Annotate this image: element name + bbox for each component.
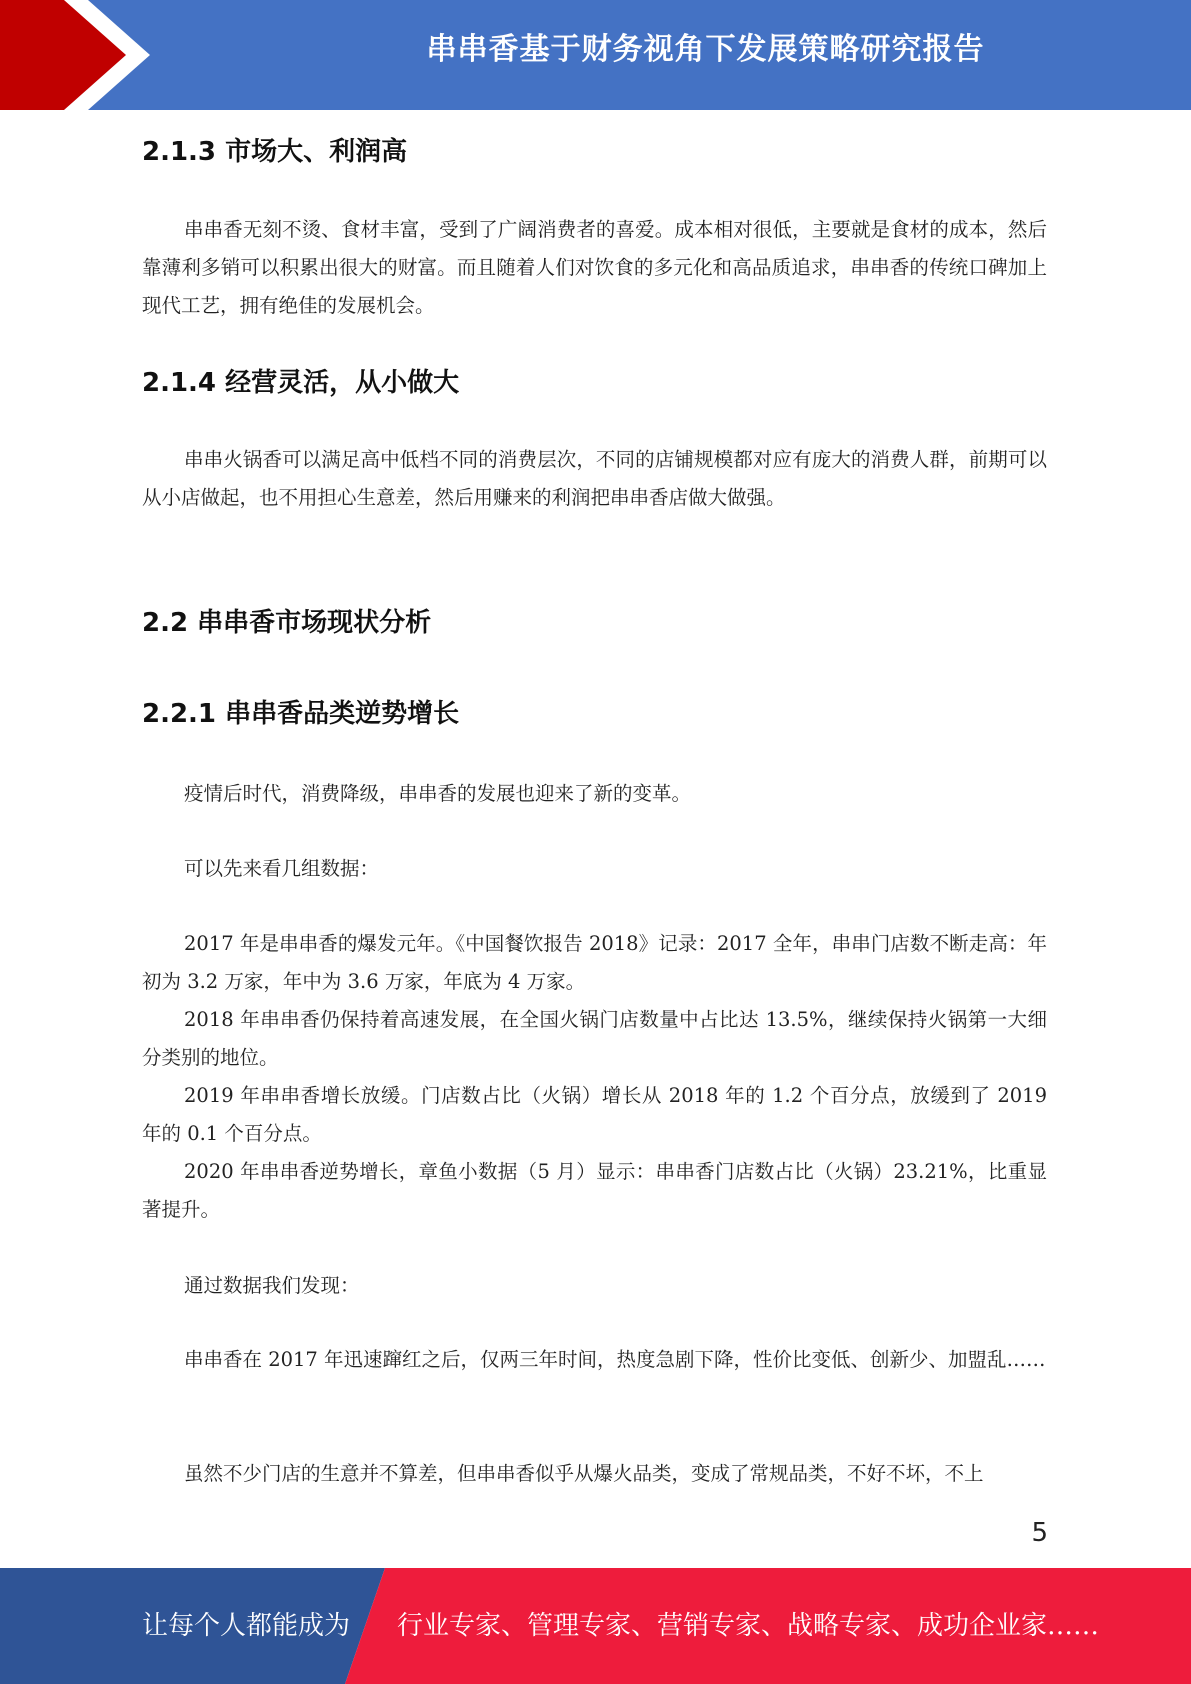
paragraph: 串串香无刻不烫、食材丰富，受到了广阔消费者的喜爱。成本相对很低，主要就是食材的成本，然后靠薄利多销可以积累出很大的财富。而且随着人们对饮食的多元化和高品质追求，串串香的传统口碑加上现代工艺，拥有绝佳的发展机会。 bbox=[142, 218, 1047, 317]
heading-2-1-3: 2.1.3 市场大、利润高 bbox=[142, 137, 408, 167]
heading-2-1-4: 2.1.4 经营灵活，从小做大 bbox=[142, 368, 460, 398]
paragraph: 2020 年串串香逆势增长，章鱼小数据（5 月）显示：串串香门店数占比（火锅）23.21%，比重显著提升。 bbox=[142, 1160, 1047, 1221]
page-number: 5 bbox=[1031, 1518, 1048, 1548]
paragraph: 可以先来看几组数据： bbox=[184, 857, 380, 880]
paragraph: 串串火锅香可以满足高中低档不同的消费层次，不同的店铺规模都对应有庞大的消费人群，前期可以从小店做起，也不用担心生意差，然后用赚来的利润把串串香店做大做强。 bbox=[142, 448, 1047, 509]
heading-2-2-1: 2.2.1 串串香品类逆势增长 bbox=[142, 699, 460, 729]
footer-slogan-right: 行业专家、管理专家、营销专家、战略专家、成功企业家…… bbox=[397, 1611, 1100, 1641]
paragraph: 2018 年串串香仍保持着高速发展，在全国火锅门店数量中占比达 13.5%，继续保持火锅第一大细分类别的地位。 bbox=[142, 1008, 1047, 1069]
footer-slogan-left: 让每个人都能成为 bbox=[142, 1611, 351, 1641]
page-footer bbox=[0, 1568, 1191, 1684]
paragraph: 通过数据我们发现： bbox=[184, 1274, 360, 1297]
paragraph: 串串香在 2017 年迅速蹿红之后，仅两三年时间，热度急剧下降，性价比变低、创新少、加盟乱…… bbox=[184, 1348, 1046, 1371]
paragraph: 2017 年是串串香的爆发元年。《中国餐饮报告 2018》记录：2017 全年，串串门店数不断走高：年初为 3.2 万家，年中为 3.6 万家，年底为 4 万家。 bbox=[142, 932, 1047, 993]
report-title: 串串香基于财务视角下发展策略研究报告 bbox=[426, 32, 985, 67]
page-header bbox=[0, 0, 1191, 110]
paragraph: 虽然不少门店的生意并不算差，但串串香似乎从爆火品类，变成了常规品类，不好不坏，不上 bbox=[184, 1462, 984, 1485]
paragraph: 疫情后时代，消费降级，串串香的发展也迎来了新的变革。 bbox=[184, 782, 692, 805]
paragraph: 2019 年串串香增长放缓。门店数占比（火锅）增长从 2018 年的 1.2 个百分点，放缓到了 2019 年的 0.1 个百分点。 bbox=[142, 1084, 1047, 1145]
heading-2-2: 2.2 串串香市场现状分析 bbox=[142, 608, 432, 638]
